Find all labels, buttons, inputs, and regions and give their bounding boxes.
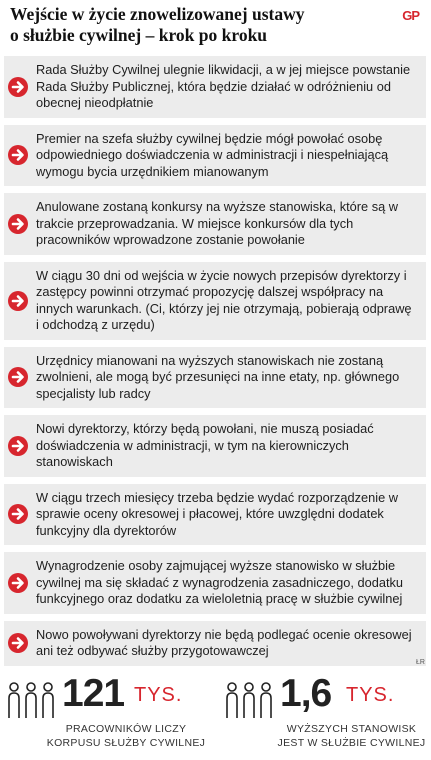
stat-positions xyxy=(224,670,429,760)
stat-employees xyxy=(6,670,211,760)
page-title xyxy=(10,4,421,46)
steps-list xyxy=(4,56,426,673)
author-initials: ŁR xyxy=(416,659,425,666)
item-text: Wynagrodzenie osoby zajmującej wyższe stanowisko w służbie cywilnej ma się składać z wynagrodzenia zasadniczego, dodatku funkcyjnego oraz dodatku za wieloletnią pracę w służbie cywilnej xyxy=(36,558,404,606)
list-item xyxy=(4,484,426,546)
header xyxy=(10,4,421,54)
list-item xyxy=(4,262,426,340)
list-item xyxy=(4,415,426,477)
stat-caption-line-1: PRACOWNIKÓW LICZY xyxy=(65,723,187,735)
list-item xyxy=(4,552,426,614)
people-group-icon xyxy=(224,678,274,722)
arrow-right-circle-icon xyxy=(8,291,28,311)
publisher-logo: GP xyxy=(402,8,419,23)
arrow-right-circle-icon xyxy=(8,436,28,456)
arrow-right-circle-icon xyxy=(8,633,28,653)
arrow-right-circle-icon xyxy=(8,214,28,234)
list-item xyxy=(4,125,426,187)
item-text: Rada Służby Cywilnej ulegnie likwidacji, a w jej miejsce powstanie Rada Służby Publicznej, która będzie działać w odróżnieniu od obecnej nieodpłatnie xyxy=(36,62,411,110)
stat-number: 1,6 xyxy=(280,672,332,715)
stat-number: 121 xyxy=(62,672,125,715)
arrow-right-circle-icon xyxy=(8,573,28,593)
stat-unit: TYS. xyxy=(134,684,183,706)
item-text: Urzędnicy mianowani na wyższych stanowiskach nie zostaną zwolnieni, ale mogą być przesunięci na inne etaty, np. głównego specjalisty lub radcy xyxy=(36,352,400,401)
arrow-right-circle-icon xyxy=(8,77,28,97)
stat-caption-line-2: JEST W SŁUŻBIE CYWILNEJ xyxy=(277,737,426,749)
title-line-2: o służbie cywilnej – krok po kroku xyxy=(10,25,268,45)
item-text: Nowo powoływani dyrektorzy nie będą podlegać ocenie okresowej ani też odbywać służby przygotowawczej xyxy=(36,626,412,658)
list-item xyxy=(4,193,426,255)
title-line-1: Wejście w życie znowelizowanej ustawy xyxy=(10,4,305,24)
arrow-right-circle-icon xyxy=(8,367,28,387)
stat-caption xyxy=(274,722,429,750)
list-item xyxy=(4,621,426,666)
item-text: Premier na szefa służby cywilnej będzie mógł powołać osobę odpowiedniego doświadczenia w administracji i niespełniającą wymogu bycia urzędnikiem mianowanym xyxy=(36,130,389,179)
list-item xyxy=(4,347,426,409)
item-text: W ciągu 30 dni od wejścia w życie nowych przepisów dyrektorzy i zastępcy powinni otrzymać propozycję dalszej współpracy na innych warunkach. (Ci, którzy jej nie otrzymają, pobierają odprawę i odchodzą z urzędu) xyxy=(36,267,412,332)
people-group-icon xyxy=(6,678,56,722)
arrow-right-circle-icon xyxy=(8,504,28,524)
arrow-right-circle-icon xyxy=(8,145,28,165)
item-text: Anulowane zostaną konkursy na wyższe stanowiska, które są w trakcie przeprowadzania. W miejsce konkursów dla tych pracowników wprowadzone zostanie powołanie xyxy=(36,199,399,247)
stat-caption-line-1: WYŻSZYCH STANOWISK xyxy=(286,723,417,735)
stat-caption xyxy=(46,722,206,750)
item-text: W ciągu trzech miesięcy trzeba będzie wydać rozporządzenie w sprawie oceny okresowej i płacowej, które uwzględni dodatek funkcyjny dla dyrektorów xyxy=(36,489,399,538)
stat-unit: TYS. xyxy=(346,684,395,706)
list-item xyxy=(4,56,426,118)
item-text: Nowi dyrektorzy, którzy będą powołani, nie muszą posiadać doświadczenia w administracji, w tym na kierowniczych stanowiskach xyxy=(36,421,374,469)
stat-caption-line-2: KORPUSU SŁUŻBY CYWILNEJ xyxy=(46,737,206,749)
